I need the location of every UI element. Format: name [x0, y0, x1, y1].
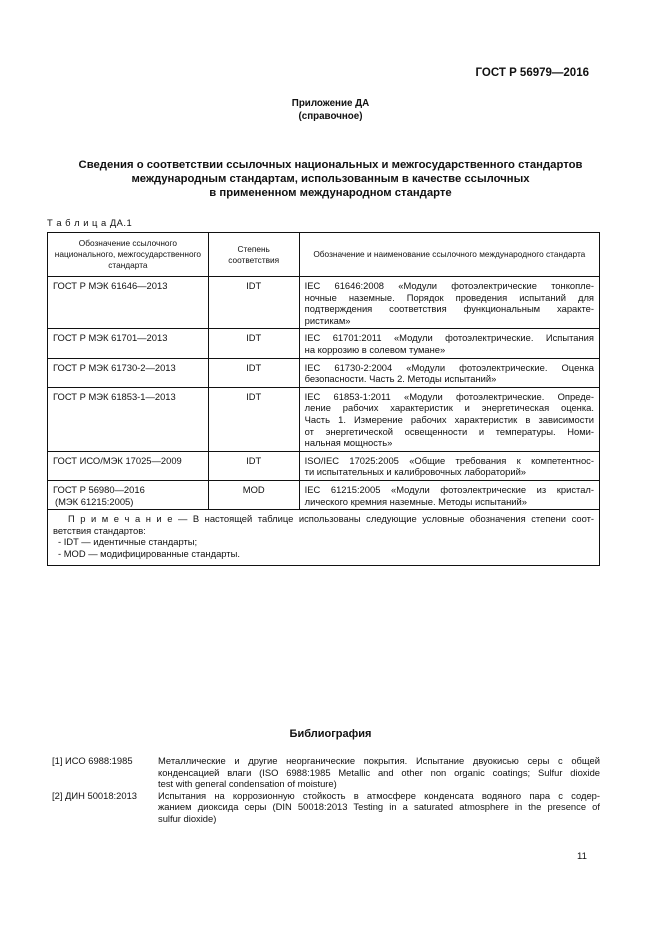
international-standard-line: подтверждения соответствия функциональным характе-	[304, 303, 594, 315]
national-standard-line: ГОСТ Р МЭК 61646—2013	[53, 280, 168, 291]
national-standard-line: ГОСТ Р МЭК 61701—2013	[53, 332, 168, 344]
table-row	[48, 451, 600, 480]
national-standard-line: ГОСТ Р МЭК 61730-2—2013	[53, 361, 176, 373]
national-standard-cell	[48, 277, 209, 329]
table-row	[48, 387, 600, 451]
note-line: - IDT — идентичные стандарты;	[58, 536, 198, 548]
page-number: 11	[577, 851, 587, 862]
bibliography-ref: [1] ИСО 6988:1985	[52, 755, 133, 766]
international-standard-cell	[299, 277, 599, 329]
international-standard-line: ISO/IEC 17025:2005 «Общие требования к компетентнос-	[304, 454, 594, 466]
international-standard-line: ристикам»	[304, 314, 351, 326]
international-standard-line: IEC 61646:2008 «Модули фотоэлектрические тонкопле-	[304, 280, 594, 291]
international-standard-line: IEC 61853-1:2011 «Модули фотоэлектрические. Опреде-	[304, 390, 594, 402]
section-title-line: Сведения о соответствии ссылочных национальных и межгосударственного стандартов	[78, 159, 583, 171]
international-standard-line: нальная мощность»	[304, 437, 393, 449]
international-standard-cell	[299, 358, 599, 387]
national-standard-line: ГОСТ ИСО/МЭК 17025—2009	[53, 454, 182, 466]
international-standard-line: IEC 61730-2:2004 «Модули фотоэлектрические. Оценка	[304, 361, 594, 373]
national-standard-cell	[48, 329, 209, 358]
national-standard-line: ГОСТ Р МЭК 61853-1—2013	[53, 390, 176, 402]
header-degree: Степень соответствия	[208, 233, 299, 277]
international-standard-line: лического кремния наземные. Методы испытаний»	[304, 495, 527, 507]
bibliography-line: жанием диоксида серы (DIN 50018:2013 Testing in a saturated atmosphere in the presence of	[158, 801, 600, 813]
degree-cell: IDT	[208, 451, 299, 480]
national-standard-cell	[48, 480, 209, 509]
bibliography-item	[52, 755, 600, 790]
header-national: Обозначение ссылочного национального, межгосударственного стандарта	[48, 233, 209, 277]
international-standard-line: безопасности. Часть 2. Методы испытаний»	[304, 373, 497, 385]
table-row	[48, 277, 600, 329]
table-row	[48, 358, 600, 387]
table-label: Т а б л и ц а ДА.1	[47, 217, 133, 228]
bibliography-title: Библиография	[289, 728, 372, 740]
degree-cell: IDT	[208, 277, 299, 329]
international-standard-line: IEC 61215:2005 «Модули фотоэлектрические из кристал-	[304, 483, 594, 495]
international-standard-line: Часть 1. Измерение рабочих характеристик в зависимости	[304, 413, 594, 425]
table-note-row	[48, 510, 600, 566]
correspondence-table	[47, 232, 600, 566]
table-header-row	[48, 233, 600, 277]
national-standard-line: (МЭК 61215:2005)	[55, 495, 134, 507]
appendix-heading	[0, 97, 661, 123]
bibliography-ref: [2] ДИН 50018:2013	[52, 789, 138, 801]
table-row	[48, 480, 600, 509]
degree-cell: IDT	[208, 387, 299, 451]
note-line: П р и м е ч а н и е — В настоящей таблице использованы следующие условные обозначения степени соот-	[68, 513, 594, 525]
bibliography-line: test with general condensation of moisture)	[158, 778, 337, 790]
note-line: ветствия стандартов:	[53, 524, 146, 536]
international-standard-line: ночные наземные. Порядок проведения испытаний для	[304, 291, 594, 303]
international-standard-line: IEC 61701:2011 «Модули фотоэлектрические. Испытания	[304, 332, 594, 344]
international-standard-line: ление рабочих характеристик и энергетическая оценка.	[304, 402, 594, 414]
bibliography-line: конденсацией влаги (ISO 6988:1985 Metallic and other non organic coatings; Sulfur dioxide	[158, 766, 600, 778]
international-standard-line: от энергетической освещенности и температуры. Номи-	[304, 425, 594, 437]
appendix-title: Приложение ДА	[291, 98, 370, 109]
degree-cell: IDT	[208, 358, 299, 387]
degree-cell: IDT	[208, 329, 299, 358]
header-international: Обозначение и наименование ссылочного международного стандарта	[299, 233, 599, 277]
note-line: - MOD — модифицированные стандарты.	[58, 547, 240, 559]
bibliography-line: Испытания на коррозионную стойкость в атмосфере конденсата водяного пара с содер-	[158, 789, 600, 801]
table-row	[48, 329, 600, 358]
bibliography-list	[52, 755, 600, 825]
international-standard-line: на коррозию в солевом тумане»	[304, 343, 446, 355]
international-standard-cell	[299, 451, 599, 480]
international-standard-line: ти испытательных и калибровочных лабораторий»	[304, 466, 527, 478]
bibliography-item	[52, 790, 600, 825]
section-title	[0, 158, 661, 200]
international-standard-cell	[299, 329, 599, 358]
national-standard-line: ГОСТ Р 56980—2016	[53, 483, 145, 495]
international-standard-cell	[299, 480, 599, 509]
bibliography-line: sulfur dioxide)	[158, 812, 217, 824]
bibliography-text	[158, 790, 600, 825]
international-standard-cell	[299, 387, 599, 451]
national-standard-cell	[48, 358, 209, 387]
bibliography-text	[158, 755, 600, 790]
national-standard-cell	[48, 451, 209, 480]
section-title-line: международным стандартам, использованным в качестве ссылочных	[131, 173, 530, 185]
standard-number: ГОСТ Р 56979—2016	[475, 67, 589, 79]
appendix-subtitle: (справочное)	[298, 111, 363, 122]
bibliography-line: Металлические и другие неорганические покрытия. Испытание двуокисью серы с общей	[158, 755, 600, 766]
table-note	[48, 510, 600, 566]
degree-cell: MOD	[208, 480, 299, 509]
national-standard-cell	[48, 387, 209, 451]
section-title-line: в примененном международном стандарте	[209, 187, 452, 199]
